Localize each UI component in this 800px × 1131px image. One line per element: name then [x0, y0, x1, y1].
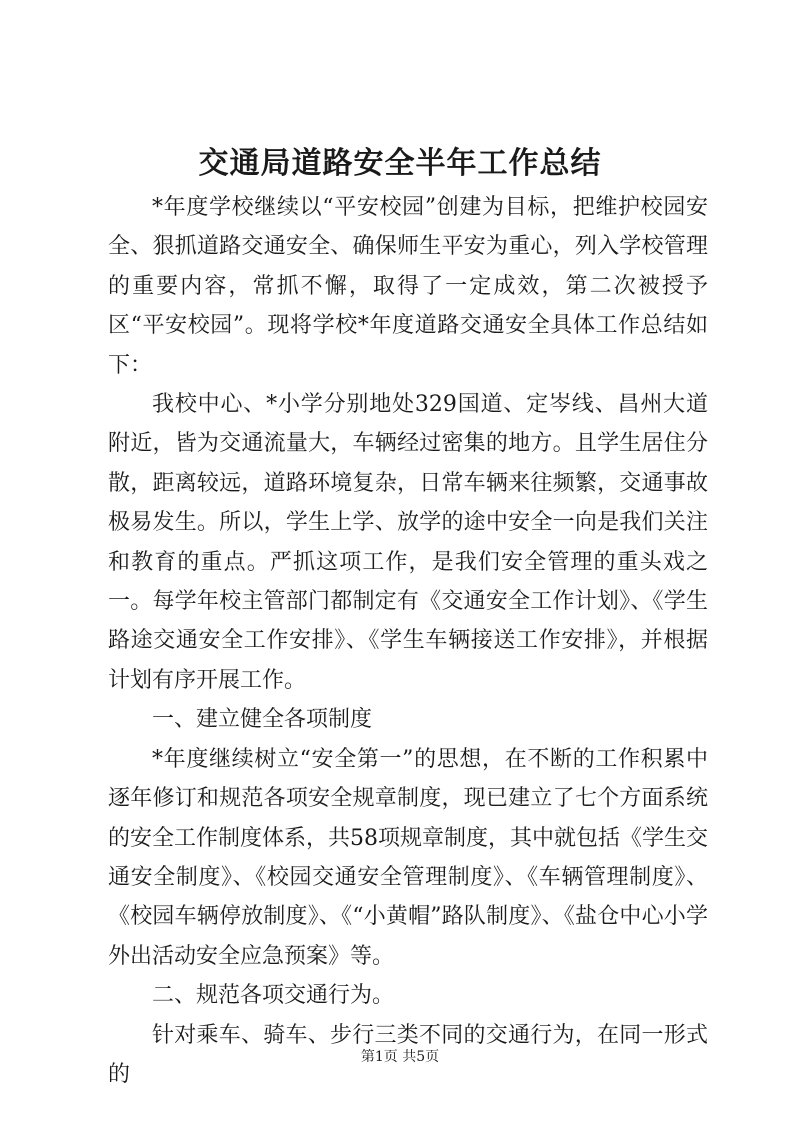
section-heading-2: 二、规范各项交通行为。	[152, 983, 395, 1009]
page-title: 交通局道路安全半年工作总结	[198, 146, 602, 181]
document-body	[108, 188, 708, 1094]
paragraph-behavior: 针对乘车、骑车、步行三类不同的交通行为，在同一形式的	[108, 1022, 708, 1087]
paragraph-rules: *年度继续树立“安全第一”的思想，在不断的工作积累中逐年修订和规范各项安全规章制度，现已建立了七个方面系统的安全工作制度体系，共58项规章制度，其中就包括《学生交通安全制度》、《校园交通安全管理制度》、《车辆管理制度》、《校园车辆停放制度》、《“小黄帽”路队制度》、《盐仓中心小学外出活动安全应急预案》等。	[108, 746, 708, 969]
section-heading-1: 一、建立健全各项制度	[152, 707, 373, 733]
paragraph-intro: *年度学校继续以“平安校园”创建为目标，把维护校园安全、狠抓道路交通安全、确保师生平安为重心，列入学校管理的重要内容，常抓不懈，取得了一定成效，第二次被授予区“平安校园”。现将学校*年度道路交通安全具体工作总结如下：	[108, 195, 708, 378]
paragraph-background: 我校中心、*小学分别地处329国道、定岑线、昌州大道附近，皆为交通流量大，车辆经过密集的地方。且学生居住分散，距离较远，道路环境复杂，日常车辆来往频繁，交通事故极易发生。所以，学生上学、放学的途中安全一向是我们关注和教育的重点。严抓这项工作，是我们安全管理的重头戏之一。每学年校主管部门都制定有《交通安全工作计划》、《学生路途交通安全工作安排》、《学生车辆接送工作安排》，并根据计划有序开展工作。	[108, 392, 708, 693]
page-footer: 第1页 共5页	[360, 1049, 440, 1065]
